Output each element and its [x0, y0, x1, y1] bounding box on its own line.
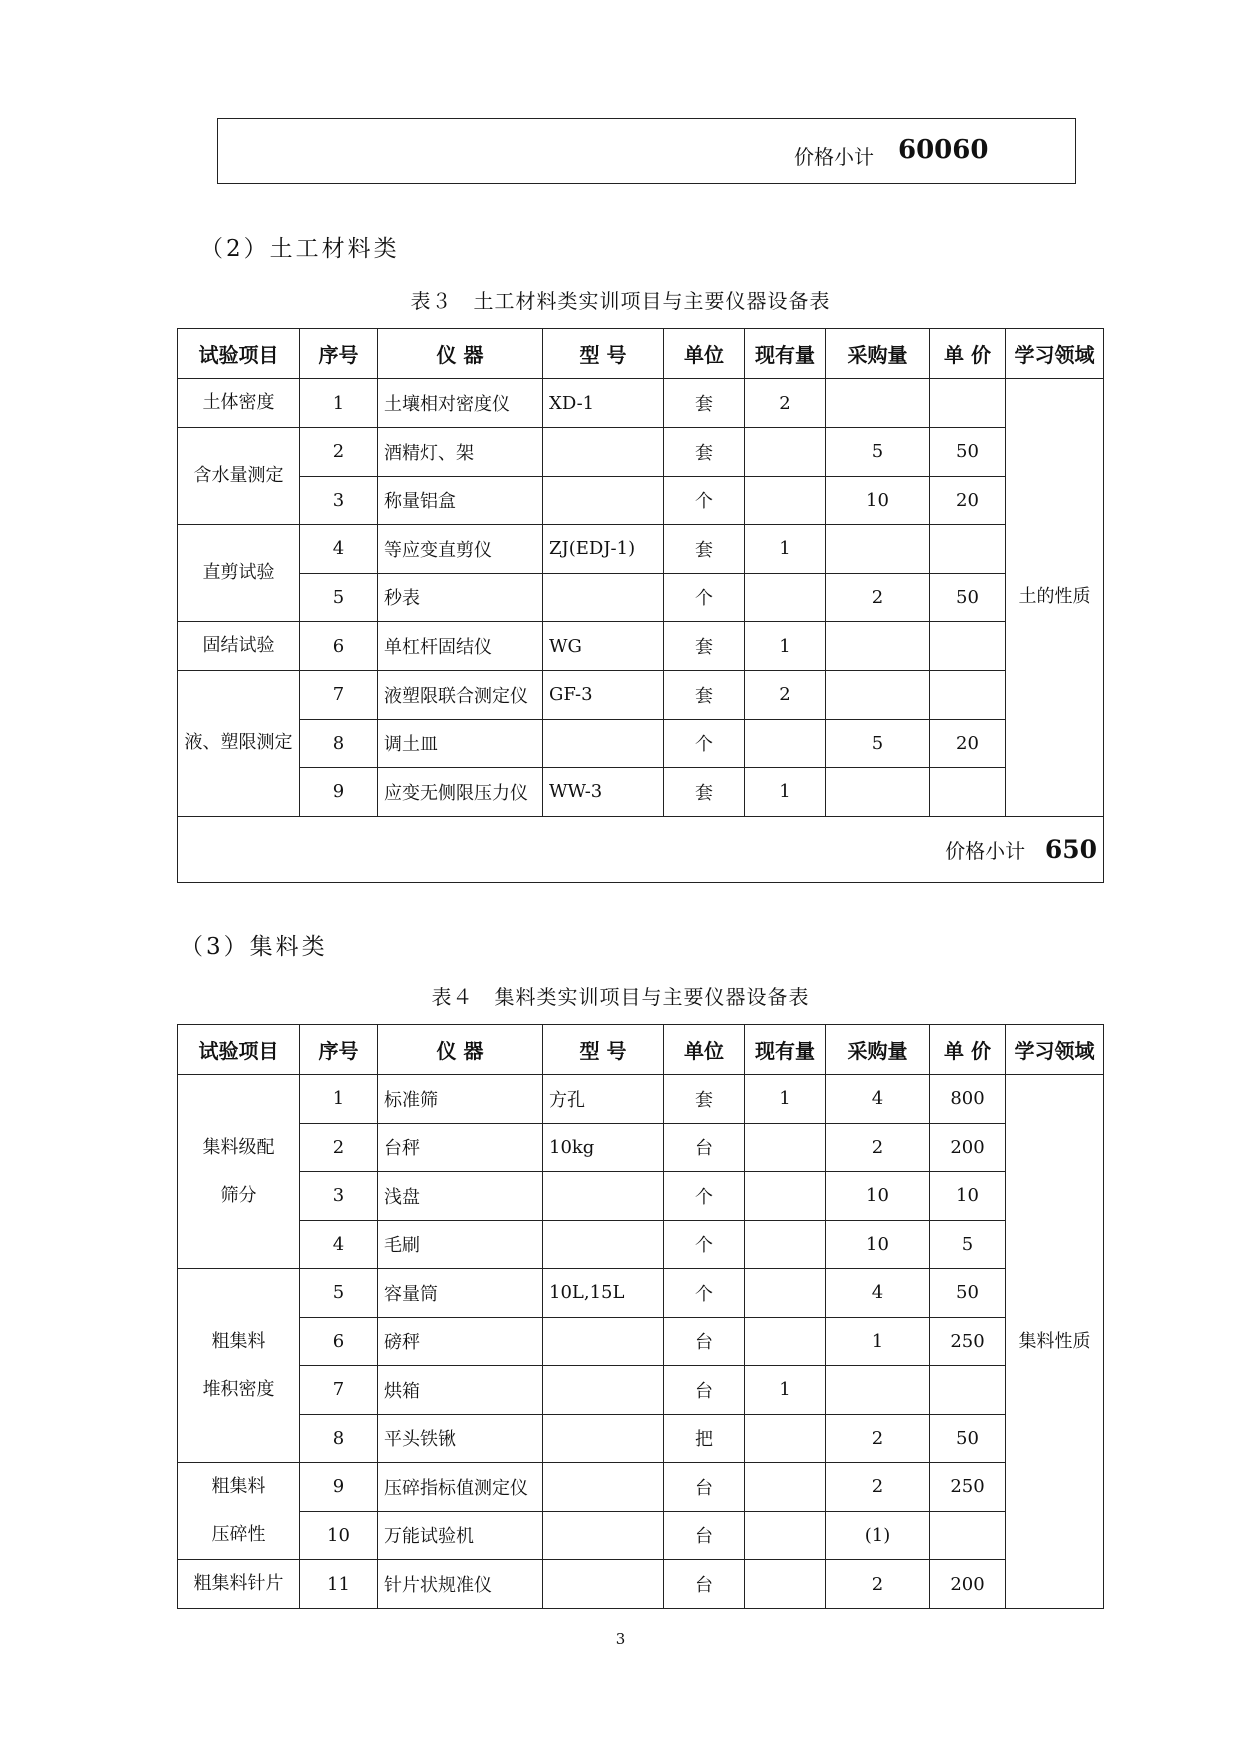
table4-header: 序号	[300, 1025, 378, 1075]
section2-title: （2）土工材料类	[200, 236, 400, 262]
model-cell	[543, 1511, 664, 1560]
seq-cell: 5	[300, 573, 378, 622]
price-cell	[930, 671, 1006, 720]
unit-cell: 个	[664, 1172, 745, 1221]
stock-cell	[745, 1269, 826, 1318]
purchase-cell: 1	[826, 1317, 930, 1366]
top-subtotal-box	[217, 118, 1076, 184]
purchase-cell	[826, 1366, 930, 1415]
stock-cell	[745, 428, 826, 477]
model-cell: 10L,15L	[543, 1269, 664, 1318]
stock-cell	[745, 573, 826, 622]
table3-header: 试验项目	[178, 329, 300, 379]
instrument-cell: 压碎指标值测定仪	[378, 1463, 543, 1512]
instrument-cell: 平头铁锹	[378, 1414, 543, 1463]
test-item-cell	[178, 1463, 300, 1560]
instrument-cell: 调土皿	[378, 719, 543, 768]
model-cell	[543, 573, 664, 622]
price-cell	[930, 1511, 1006, 1560]
model-cell	[543, 719, 664, 768]
stock-cell	[745, 1123, 826, 1172]
table-row	[178, 671, 1104, 720]
purchase-cell	[826, 768, 930, 817]
table-row	[178, 1220, 1104, 1269]
price-cell: 50	[930, 428, 1006, 477]
table-row	[178, 1317, 1104, 1366]
instrument-cell: 秒表	[378, 573, 543, 622]
seq-cell: 3	[300, 476, 378, 525]
purchase-cell: 2	[826, 1123, 930, 1172]
model-cell	[543, 476, 664, 525]
unit-cell: 台	[664, 1463, 745, 1512]
test-item-line: 集料级配	[202, 1136, 275, 1158]
instrument-cell: 毛刷	[378, 1220, 543, 1269]
unit-cell: 台	[664, 1560, 745, 1609]
table-row	[178, 1414, 1104, 1463]
section3-title: （3）集料类	[180, 934, 328, 960]
purchase-cell: 10	[826, 1220, 930, 1269]
table4-header: 现有量	[745, 1025, 826, 1075]
model-cell: GF-3	[543, 671, 664, 720]
seq-cell: 10	[300, 1511, 378, 1560]
stock-cell: 1	[745, 1075, 826, 1124]
unit-cell: 台	[664, 1366, 745, 1415]
price-cell	[930, 768, 1006, 817]
unit-cell: 套	[664, 768, 745, 817]
price-cell: 200	[930, 1123, 1006, 1172]
price-cell: 800	[930, 1075, 1006, 1124]
model-cell	[543, 1317, 664, 1366]
stock-cell: 1	[745, 1366, 826, 1415]
unit-cell: 台	[664, 1123, 745, 1172]
table4-header: 单 价	[930, 1025, 1006, 1075]
price-cell: 20	[930, 719, 1006, 768]
unit-cell: 把	[664, 1414, 745, 1463]
table3-caption: 表３ 土工材料类实训项目与主要仪器设备表	[410, 289, 831, 313]
instrument-cell: 应变无侧限压力仪	[378, 768, 543, 817]
model-cell: WW-3	[543, 768, 664, 817]
table-row	[178, 768, 1104, 817]
purchase-cell: 2	[826, 1560, 930, 1609]
table-row	[178, 622, 1104, 671]
table-row	[178, 1366, 1104, 1415]
table-row	[178, 1463, 1104, 1512]
price-cell: 5	[930, 1220, 1006, 1269]
instrument-cell: 烘箱	[378, 1366, 543, 1415]
table4-header: 试验项目	[178, 1025, 300, 1075]
seq-cell: 6	[300, 622, 378, 671]
stock-cell	[745, 1560, 826, 1609]
instrument-cell: 浅盘	[378, 1172, 543, 1221]
stock-cell	[745, 719, 826, 768]
unit-cell: 台	[664, 1511, 745, 1560]
table-row	[178, 1172, 1104, 1221]
seq-cell: 5	[300, 1269, 378, 1318]
price-cell	[930, 379, 1006, 428]
learning-field-cell: 土的性质	[1006, 379, 1104, 817]
instrument-cell: 台秤	[378, 1123, 543, 1172]
table-row	[178, 476, 1104, 525]
model-cell	[543, 1366, 664, 1415]
test-item-cell: 直剪试验	[178, 525, 300, 622]
stock-cell: 2	[745, 671, 826, 720]
table3-header: 序号	[300, 329, 378, 379]
instrument-cell: 单杠杆固结仪	[378, 622, 543, 671]
table3-header: 单 价	[930, 329, 1006, 379]
model-cell	[543, 1414, 664, 1463]
top-subtotal-value: 60060	[898, 135, 989, 165]
purchase-cell	[826, 525, 930, 574]
purchase-cell	[826, 671, 930, 720]
instrument-cell: 针片状规准仪	[378, 1560, 543, 1609]
stock-cell: 1	[745, 768, 826, 817]
seq-cell: 9	[300, 768, 378, 817]
purchase-cell: 10	[826, 476, 930, 525]
table3-subtotal-cell	[178, 816, 1104, 882]
test-item-line: 粗集料	[211, 1330, 266, 1352]
test-item-cell: 粗集料针片	[178, 1560, 300, 1609]
unit-cell: 套	[664, 622, 745, 671]
purchase-cell: (1)	[826, 1511, 930, 1560]
model-cell	[543, 428, 664, 477]
unit-cell: 个	[664, 476, 745, 525]
seq-cell: 4	[300, 1220, 378, 1269]
price-cell	[930, 525, 1006, 574]
instrument-cell: 等应变直剪仪	[378, 525, 543, 574]
stock-cell	[745, 1220, 826, 1269]
table-row	[178, 1123, 1104, 1172]
table4-header: 仪 器	[378, 1025, 543, 1075]
test-item-line: 粗集料	[211, 1476, 266, 1497]
price-cell: 250	[930, 1317, 1006, 1366]
price-cell	[930, 622, 1006, 671]
seq-cell: 11	[300, 1560, 378, 1609]
test-item-cell: 液、塑限测定	[178, 671, 300, 817]
test-item-cell: 土体密度	[178, 379, 300, 428]
stock-cell	[745, 1511, 826, 1560]
seq-cell: 8	[300, 719, 378, 768]
unit-cell: 套	[664, 1075, 745, 1124]
table3-subtotal-value: 650	[1044, 834, 1097, 864]
purchase-cell: 4	[826, 1075, 930, 1124]
purchase-cell: 2	[826, 1414, 930, 1463]
stock-cell	[745, 1172, 826, 1221]
purchase-cell	[826, 379, 930, 428]
table3	[177, 328, 1104, 883]
stock-cell	[745, 1317, 826, 1366]
table-row	[178, 1560, 1104, 1609]
purchase-cell	[826, 622, 930, 671]
price-cell: 50	[930, 573, 1006, 622]
unit-cell: 套	[664, 428, 745, 477]
table3-subtotal-label: 价格小计	[945, 838, 1026, 863]
table4	[177, 1024, 1104, 1609]
unit-cell: 套	[664, 525, 745, 574]
stock-cell: 2	[745, 379, 826, 428]
seq-cell: 1	[300, 379, 378, 428]
price-cell: 50	[930, 1414, 1006, 1463]
stock-cell	[745, 476, 826, 525]
seq-cell: 2	[300, 428, 378, 477]
table3-header: 仪 器	[378, 329, 543, 379]
model-cell	[543, 1220, 664, 1269]
seq-cell: 8	[300, 1414, 378, 1463]
unit-cell: 个	[664, 573, 745, 622]
unit-cell: 套	[664, 379, 745, 428]
table3-subtotal-row	[178, 816, 1104, 882]
table4-header: 单位	[664, 1025, 745, 1075]
test-item-cell	[178, 1269, 300, 1463]
test-item-cell: 含水量测定	[178, 428, 300, 525]
table3-header: 采购量	[826, 329, 930, 379]
top-subtotal-label: 价格小计	[794, 145, 874, 169]
table3-header: 现有量	[745, 329, 826, 379]
purchase-cell: 5	[826, 428, 930, 477]
model-cell: 10kg	[543, 1123, 664, 1172]
table4-header: 学习领域	[1006, 1025, 1104, 1075]
table-row	[178, 1511, 1104, 1560]
table4-caption: 表４ 集料类实训项目与主要仪器设备表	[431, 985, 810, 1009]
unit-cell: 个	[664, 1269, 745, 1318]
purchase-cell: 10	[826, 1172, 930, 1221]
unit-cell: 个	[664, 1220, 745, 1269]
table3-header: 型 号	[543, 329, 664, 379]
purchase-cell: 2	[826, 1463, 930, 1512]
test-item-cell	[178, 1075, 300, 1269]
model-cell: WG	[543, 622, 664, 671]
table-row	[178, 379, 1104, 428]
table4-header-row	[178, 1025, 1104, 1075]
model-cell: 方孔	[543, 1075, 664, 1124]
test-item-line: 筛分	[220, 1184, 257, 1206]
table3-header: 学习领域	[1006, 329, 1104, 379]
seq-cell: 6	[300, 1317, 378, 1366]
instrument-cell: 土壤相对密度仪	[378, 379, 543, 428]
price-cell: 50	[930, 1269, 1006, 1318]
seq-cell: 9	[300, 1463, 378, 1512]
instrument-cell: 标准筛	[378, 1075, 543, 1124]
unit-cell: 个	[664, 719, 745, 768]
table4-header: 型 号	[543, 1025, 664, 1075]
test-item-line: 堆积密度	[202, 1378, 275, 1400]
table-row	[178, 525, 1104, 574]
table4-header: 采购量	[826, 1025, 930, 1075]
learning-field-cell: 集料性质	[1006, 1075, 1104, 1609]
model-cell: ZJ(EDJ-1)	[543, 525, 664, 574]
purchase-cell: 5	[826, 719, 930, 768]
price-cell: 20	[930, 476, 1006, 525]
table-row	[178, 719, 1104, 768]
seq-cell: 7	[300, 671, 378, 720]
stock-cell	[745, 1463, 826, 1512]
model-cell: XD-1	[543, 379, 664, 428]
seq-cell: 1	[300, 1075, 378, 1124]
model-cell	[543, 1172, 664, 1221]
model-cell	[543, 1463, 664, 1512]
seq-cell: 4	[300, 525, 378, 574]
unit-cell: 台	[664, 1317, 745, 1366]
unit-cell: 套	[664, 671, 745, 720]
purchase-cell: 4	[826, 1269, 930, 1318]
table-row	[178, 428, 1104, 477]
instrument-cell: 容量筒	[378, 1269, 543, 1318]
table3-header-row	[178, 329, 1104, 379]
seq-cell: 7	[300, 1366, 378, 1415]
table3-header: 单位	[664, 329, 745, 379]
seq-cell: 3	[300, 1172, 378, 1221]
stock-cell: 1	[745, 525, 826, 574]
table-row	[178, 1075, 1104, 1124]
page-number: 3	[615, 1630, 626, 1648]
table-row	[178, 1269, 1104, 1318]
instrument-cell: 液塑限联合测定仪	[378, 671, 543, 720]
test-item-cell: 固结试验	[178, 622, 300, 671]
price-cell	[930, 1366, 1006, 1415]
instrument-cell: 称量铝盒	[378, 476, 543, 525]
instrument-cell: 万能试验机	[378, 1511, 543, 1560]
price-cell: 10	[930, 1172, 1006, 1221]
price-cell: 200	[930, 1560, 1006, 1609]
purchase-cell: 2	[826, 573, 930, 622]
price-cell: 250	[930, 1463, 1006, 1512]
stock-cell	[745, 1414, 826, 1463]
table-row	[178, 573, 1104, 622]
model-cell	[543, 1560, 664, 1609]
instrument-cell: 磅秤	[378, 1317, 543, 1366]
seq-cell: 2	[300, 1123, 378, 1172]
test-item-line: 压碎性	[211, 1524, 266, 1545]
instrument-cell: 酒精灯、架	[378, 428, 543, 477]
stock-cell: 1	[745, 622, 826, 671]
